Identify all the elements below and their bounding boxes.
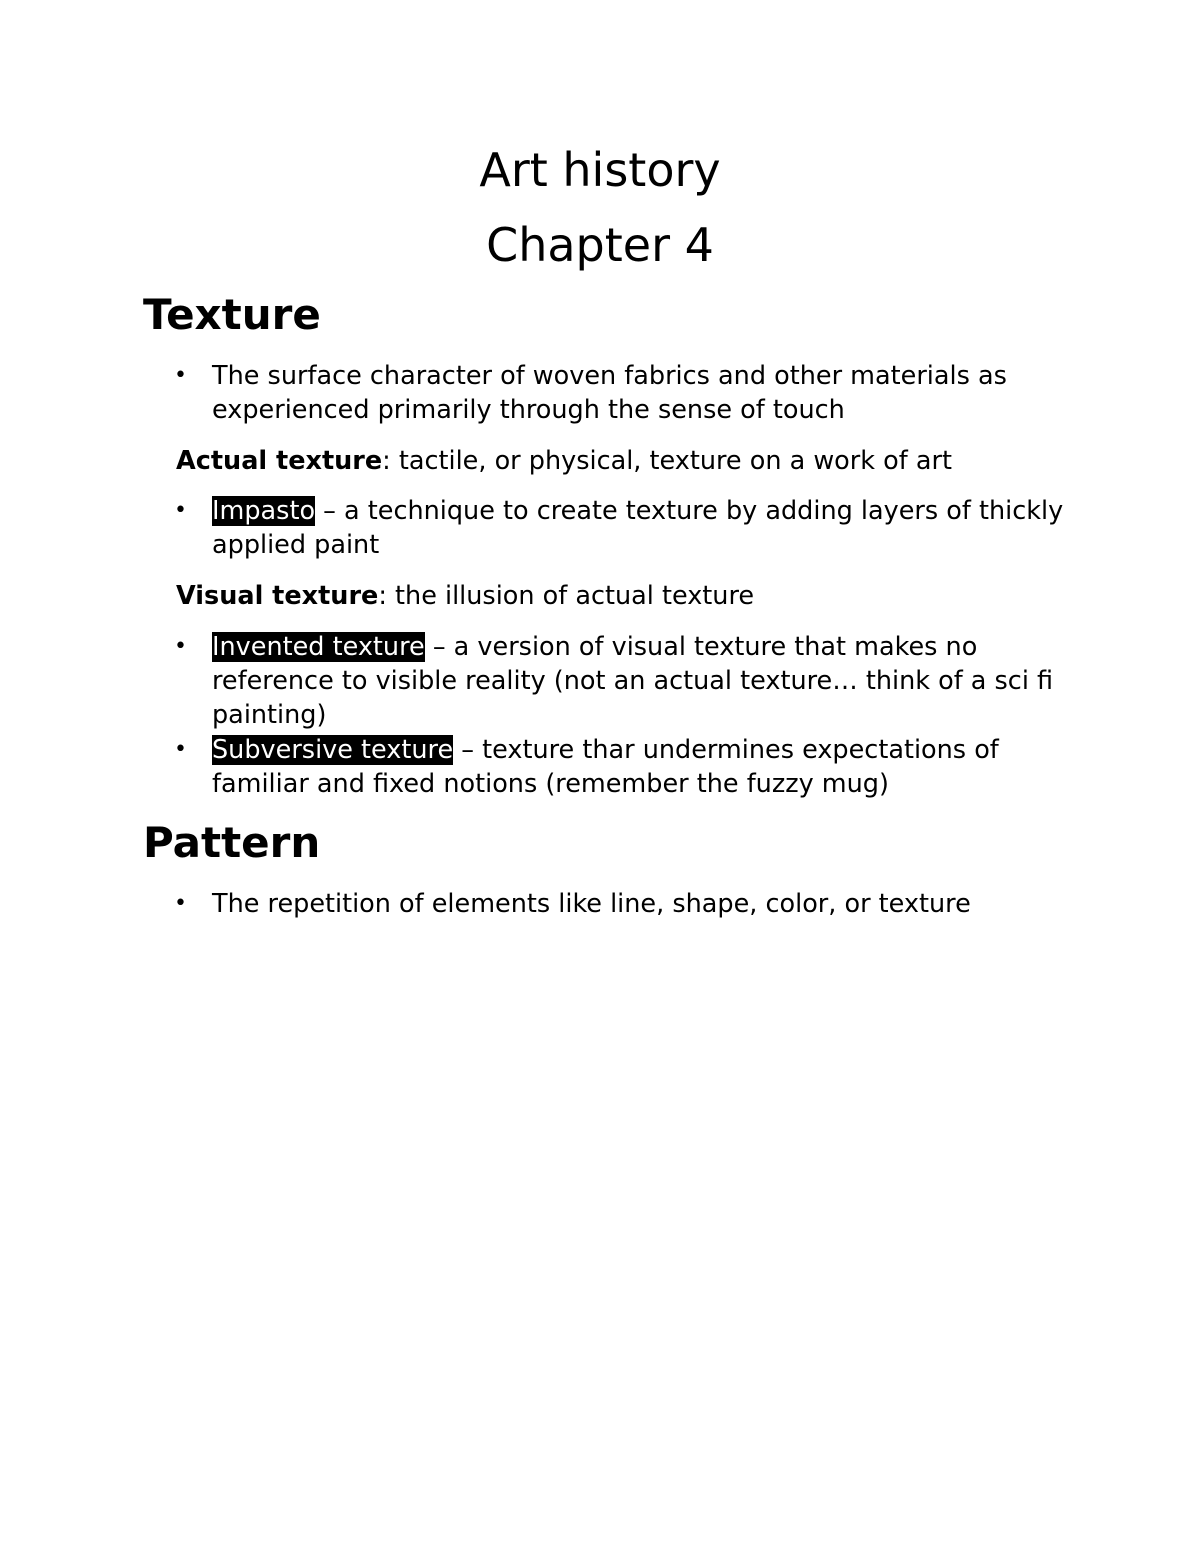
bullet-icon: • xyxy=(174,891,187,916)
actual-texture-label: Actual texture xyxy=(176,446,383,476)
bullet-icon: • xyxy=(174,737,187,762)
highlighted-term-invented-texture: Invented texture xyxy=(212,632,425,662)
chapter-title: Chapter 4 xyxy=(486,218,714,272)
subversive-texture-definition: – texture thar undermines expectations of familiar and fixed notions (remember the fuzzy mug) xyxy=(212,735,999,799)
highlighted-term-impasto: Impasto xyxy=(212,496,316,526)
visual-texture-label: Visual texture xyxy=(176,581,379,611)
bullet-icon: • xyxy=(174,498,187,523)
list-item-text: The repetition of elements like line, shape, color, or texture xyxy=(212,889,971,919)
list-item-texture-definition xyxy=(174,359,1074,427)
visual-texture-line xyxy=(176,579,754,613)
list-item-pattern-definition xyxy=(174,887,1074,921)
actual-texture-line xyxy=(176,444,952,478)
bullet-icon: • xyxy=(174,634,187,659)
list-item-text: The surface character of woven fabrics and other materials as experienced primarily through the sense of touch xyxy=(212,361,1007,425)
actual-texture-text: : tactile, or physical, texture on a work of art xyxy=(382,446,952,476)
document-title: Art history xyxy=(479,143,721,197)
invented-texture-definition: – a version of visual texture that makes no reference to visible reality (not an actual texture… think of a sci fi painting) xyxy=(212,632,1054,730)
list-item-subversive-texture xyxy=(174,733,1074,801)
list-item-invented-texture xyxy=(174,630,1074,732)
list-item-impasto xyxy=(174,494,1074,562)
impasto-definition: – a technique to create texture by adding layers of thickly applied paint xyxy=(212,496,1064,560)
section-heading-texture: Texture xyxy=(143,290,321,339)
visual-texture-text: : the illusion of actual texture xyxy=(378,581,755,611)
bullet-icon: • xyxy=(174,363,187,388)
highlighted-term-subversive-texture: Subversive texture xyxy=(212,735,454,765)
section-heading-pattern: Pattern xyxy=(143,818,321,867)
